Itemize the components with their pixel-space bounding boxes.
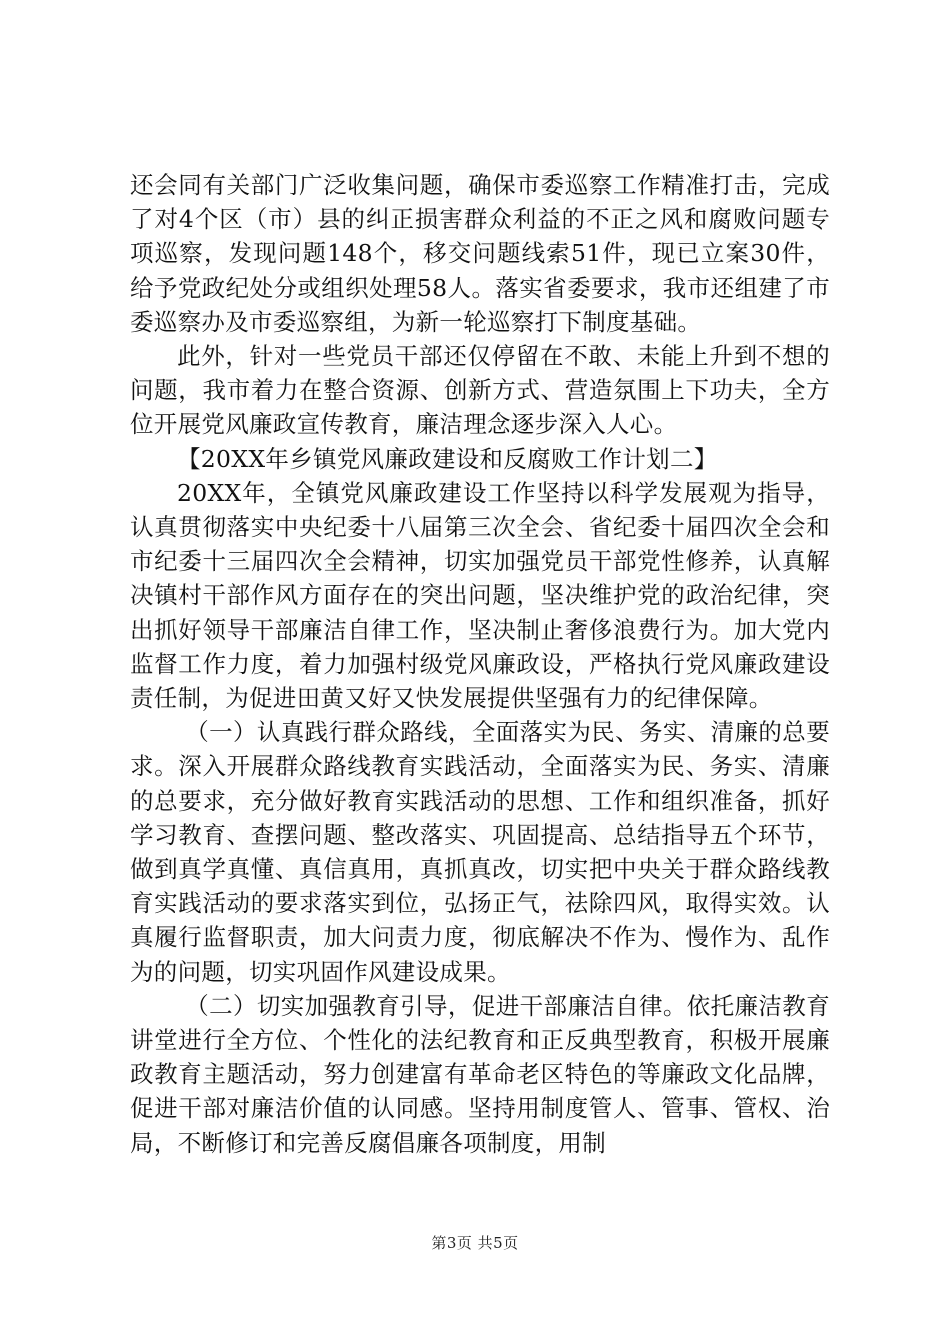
page-number-footer: 第3页 共5页 bbox=[431, 1234, 519, 1252]
paragraph-item-1: （一）认真践行群众路线，全面落实为民、务实、清廉的总要求。深入开展群众路线教育实践活动，全面落实为民、务实、清廉的总要求，充分做好教育实践活动的思想、工作和组织准备，抓好学习教育、查摆问题、整改落实、巩固提高、总结指导五个环节，做到真学真懂、真信真用，真抓真改，切实把中央关于群众路线教育实践活动的要求落实到位，弘扬正气，祛除四风，取得实效。认真履行监督职责，加大问责力度，彻底解决不作为、慢作为、乱作为的问题，切实巩固作风建设成果。 bbox=[130, 718, 830, 986]
paragraph-continuation: 还会同有关部门广泛收集问题，确保市委巡察工作精准打击，完成了对4个区（市）县的纠正损害群众利益的不正之风和腐败问题专项巡察，发现问题148个，移交问题线索51件，现已立案30件，给予党政纪处分或组织处理58人。落实省委要求，我市还组建了市委巡察办及市委巡察组，为新一轮巡察打下制度基础。 bbox=[130, 171, 830, 336]
section-heading: 【20XX年乡镇党风廉政建设和反腐败工作计划二】 bbox=[177, 444, 718, 473]
document-body bbox=[130, 168, 830, 1160]
paragraph-intro: 20XX年，全镇党风廉政建设工作坚持以科学发展观为指导，认真贯彻落实中央纪委十八届第三次全会、省纪委十届四次全会和市纪委十三届四次全会精神，切实加强党员干部党性修养，认真解决镇村干部作风方面存在的突出问题，坚决维护党的政治纪律，突出抓好领导干部廉洁自律工作，坚决制止奢侈浪费行为。加大党内监督工作力度，着力加强村级党风廉政设，严格执行党风廉政建设责任制，为促进田黄又好又快发展提供坚强有力的纪律保障。 bbox=[130, 478, 830, 713]
paragraph-besides: 此外，针对一些党员干部还仅停留在不敢、未能上升到不想的问题，我市着力在整合资源、创新方式、营造氛围上下功夫，全方位开展党风廉政宣传教育，廉洁理念逐步深入人心。 bbox=[130, 342, 830, 439]
paragraph-item-2: （二）切实加强教育引导，促进干部廉洁自律。依托廉洁教育讲堂进行全方位、个性化的法纪教育和正反典型教育，积极开展廉政教育主题活动，努力创建富有革命老区特色的等廉政文化品牌，促进干部对廉洁价值的认同感。坚持用制度管人、管事、管权、治局，不断修订和完善反腐倡廉各项制度，用制 bbox=[130, 991, 830, 1157]
